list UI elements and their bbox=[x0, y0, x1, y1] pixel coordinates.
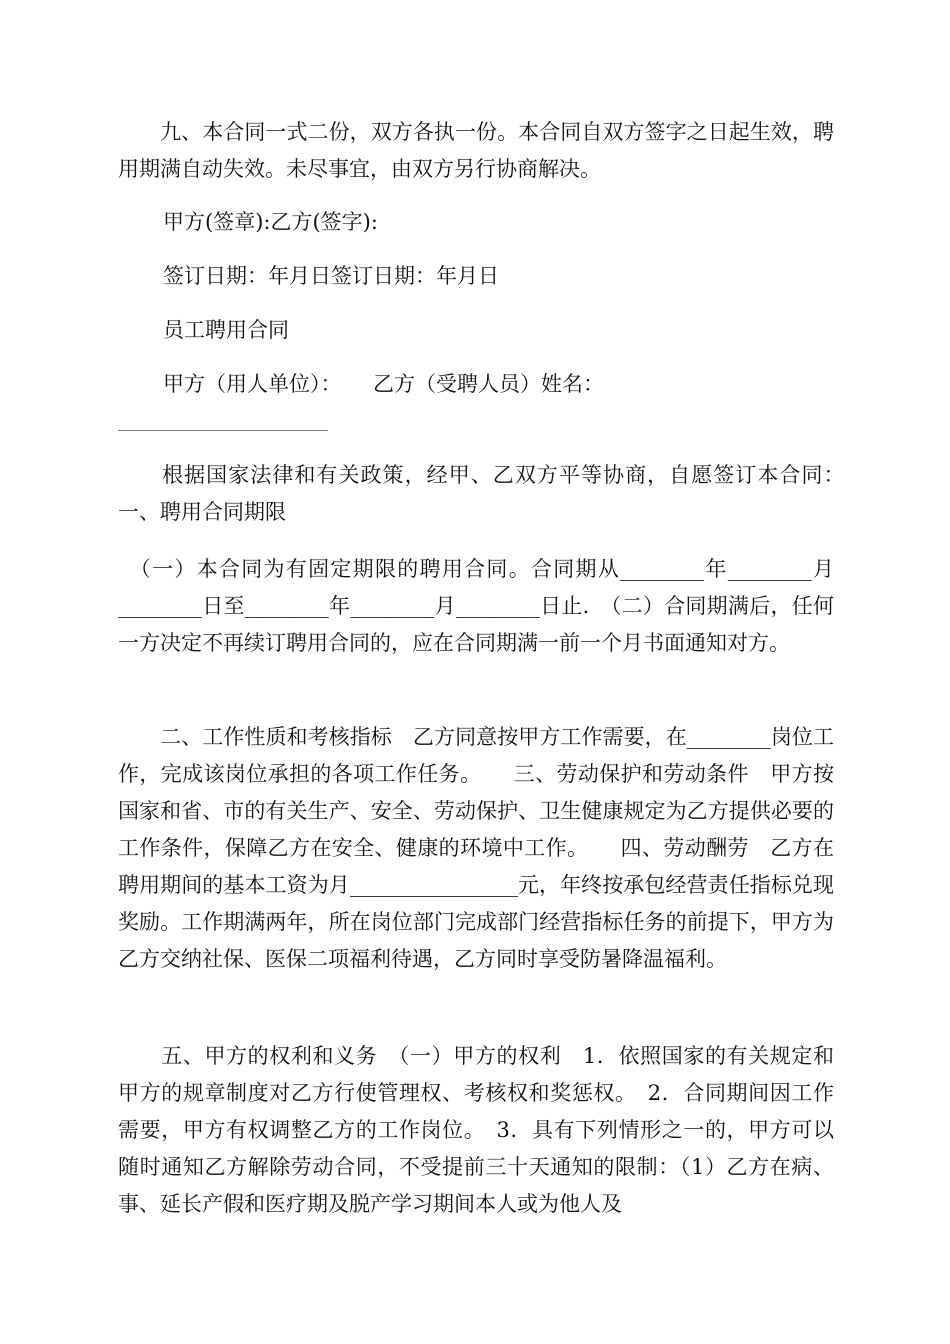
clause-nine-paragraph: 九、本合同一式二份，双方各执一份。本合同自双方签字之日起生效，聘用期满自动失效。未尽事宜，由双方另行协商解决。 bbox=[118, 120, 834, 181]
work-and-pay-paragraph: 二、工作性质和考核指标 乙方同意按甲方工作需要，在________岗位工作，完成该岗位承担的各项工作任务。 三、劳动保护和劳动条件 甲方按国家和省、市的有关生产、安全、劳动保护、卫生健康规定为乙方提供必要的工作条件，保障乙方在安全、健康的环境中工作。 四、劳动酬劳 乙方在聘用期间的基本工资为月________________元，年终按承包经营责任指标兑现奖励。工作期满两年，所在岗位部门完成部门经营指标任务的前提下，甲方为乙方交纳社保、医保二项福利待遇，乙方同时享受防暑降温福利。 bbox=[118, 725, 834, 971]
party-a-rights-paragraph: 五、甲方的权利和义务 （一）甲方的权利 1．依照国家的有关规定和甲方的规章制度对乙方行使管理权、考核权和奖惩权。 2．合同期间因工作需要，甲方有权调整乙方的工作岗位。 3．具有下列情形之一的，甲方可以随时通知乙方解除劳动合同，不受提前三十天通知的限制：（1）乙方在病、事、延长产假和医疗期及脱产学习期间本人或为他人及 bbox=[118, 1044, 834, 1216]
document-title: 员工聘用合同 bbox=[163, 318, 289, 342]
name-underline bbox=[118, 430, 328, 431]
contract-term-paragraph: （一）本合同为有固定期限的聘用合同。合同期从________年________月________日至________年________月________日止. （二）合同期满后，任何一方决定不再续订聘用合同的，应在合同期满一前一个月书面通知对方。 bbox=[118, 557, 834, 655]
signature-line: 甲方(签章):乙方(签字): bbox=[163, 210, 378, 234]
signing-date-line: 签订日期：年月日签订日期：年月日 bbox=[163, 264, 499, 288]
parties-line: 甲方（用人单位）： 乙方（受聘人员）姓名： bbox=[163, 372, 604, 396]
intro-paragraph: 根据国家法律和有关政策，经甲、乙双方平等协商，自愿签订本合同： 一、聘用合同期限 bbox=[118, 463, 855, 524]
